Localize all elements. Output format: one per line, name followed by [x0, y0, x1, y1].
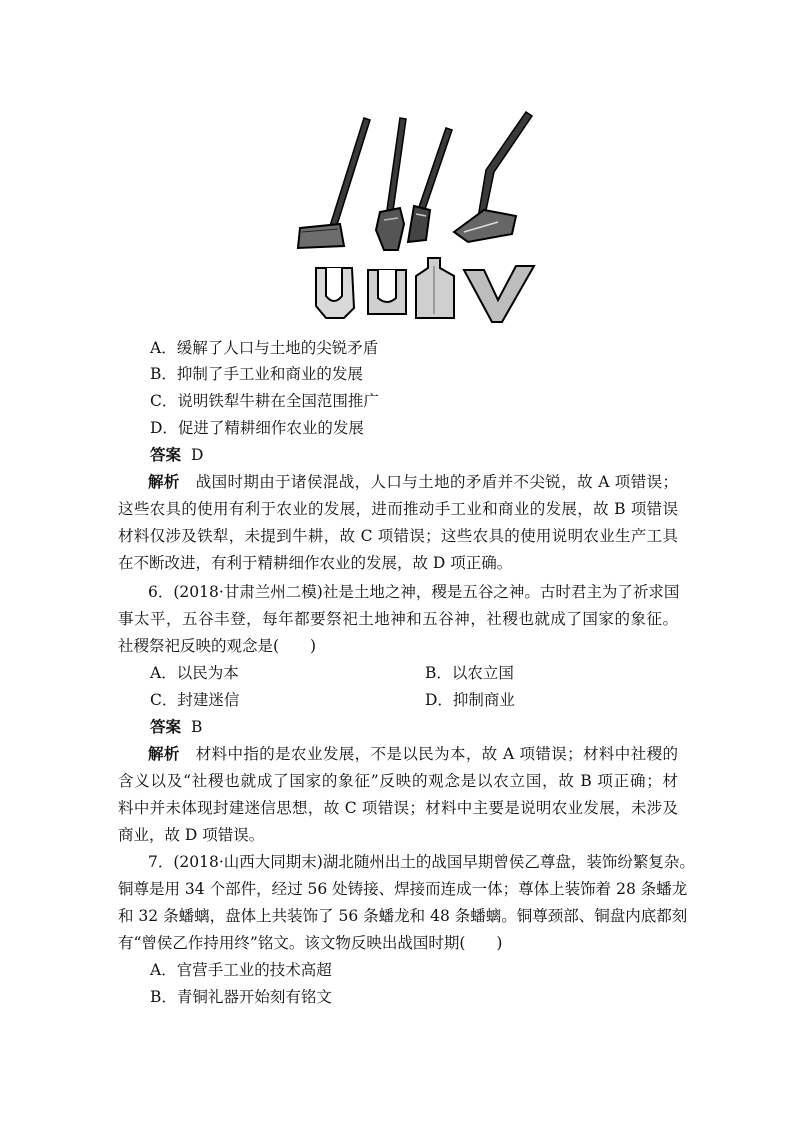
u-blade-2-icon: [368, 270, 406, 314]
q7-option-b: B．青铜礼器开始刻有铭文: [150, 988, 332, 1006]
q5-option-d: D．促进了精耕细作农业的发展: [150, 419, 364, 437]
answer-value: D: [191, 446, 204, 464]
q7-stem-line-3: 和 32 条蟠螭，盘体上共装饰了 56 条蟠龙和 48 条蟠螭。铜尊颈部、铜盘内底都刻: [118, 907, 688, 925]
spade-tool-icon: [408, 128, 452, 242]
farming-tools-illustration: [288, 100, 540, 328]
q6-option-c: C．封建迷信: [150, 691, 240, 709]
v-share-icon: [464, 266, 534, 322]
q6-option-d: D．抑制商业: [425, 691, 515, 709]
q6-option-a: A．以民为本: [150, 664, 239, 682]
q6-answer: [150, 718, 202, 736]
q6-analysis-line-2: 含义以及“社稷也就成了国家的象征”反映的观念是以农立国，故 B 项正确；材: [118, 772, 678, 790]
answer-value: B: [191, 718, 203, 736]
q5-analysis-line-2: 这些农具的使用有利于农业的发展，进而推动手工业和商业的发展，故 B 项错误: [118, 500, 678, 518]
q6-stem-line-1: 6．(2018·甘肃兰州二模)社是土地之神，稷是五谷之神。古时君主为了祈求国: [148, 583, 680, 601]
q5-option-b: B．抑制了手工业和商业的发展: [150, 365, 363, 383]
plough-tool-icon: [454, 112, 532, 242]
answer-label: 答案: [150, 445, 182, 464]
q7-stem-line-1: 7．(2018·山西大同期末)湖北随州出土的战国早期曾侯乙尊盘，装饰纷繁复杂。: [148, 853, 695, 871]
analysis-label: 解析: [148, 472, 180, 491]
q5-option-a: A．缓解了人口与土地的尖锐矛盾: [150, 339, 379, 357]
q7-stem-line-2: 铜尊是用 34 个部件，经过 56 处铸接、焊接而连成一体；尊体上装饰着 28 条蟠龙: [118, 880, 688, 898]
q6-analysis-line-3: 料中并未体现封建迷信思想，故 C 项错误；材料中主要是说明农业发展，未涉及: [118, 799, 678, 817]
q5-option-c: C．说明铁犁牛耕在全国范围推广: [150, 392, 379, 410]
u-blade-1-icon: [316, 268, 354, 318]
axe-tool-icon: [376, 118, 406, 250]
answer-label: 答案: [150, 717, 182, 736]
q7-option-a: A．官营手工业的技术高超: [150, 961, 332, 979]
q6-stem-line-3: 社稷祭祀反映的观念是( ): [118, 637, 317, 655]
q6-analysis-line-1: 解析 材料中指的是农业发展，不是以民为本，故 A 项错误；材料中社稷的: [148, 744, 678, 763]
q5-answer: [150, 446, 203, 464]
q5-analysis-line-3: 材料仅涉及铁犁，未提到牛耕，故 C 项错误；这些农具的使用说明农业生产工具: [118, 527, 678, 545]
analysis-label: 解析: [148, 744, 180, 763]
q7-stem-line-4: 有“曾侯乙作持用终”铭文。该文物反映出战国时期( ): [118, 934, 503, 952]
q6-option-b: B．以农立国: [425, 664, 514, 682]
q6-analysis-line-4: 商业，故 D 项错误。: [118, 826, 265, 844]
q5-analysis-line-4: 在不断改进，有利于精耕细作农业的发展，故 D 项正确。: [118, 554, 513, 572]
spade-head-icon: [416, 258, 454, 318]
hoe-tool-icon: [298, 118, 370, 248]
q5-analysis-line-1: 解析 战国时期由于诸侯混战，人口与土地的矛盾并不尖锐，故 A 项错误；: [148, 472, 678, 491]
q6-stem-line-2: 事太平，五谷丰登，每年都要祭祀土地神和五谷神，社稷也就成了国家的象征。: [118, 610, 678, 628]
